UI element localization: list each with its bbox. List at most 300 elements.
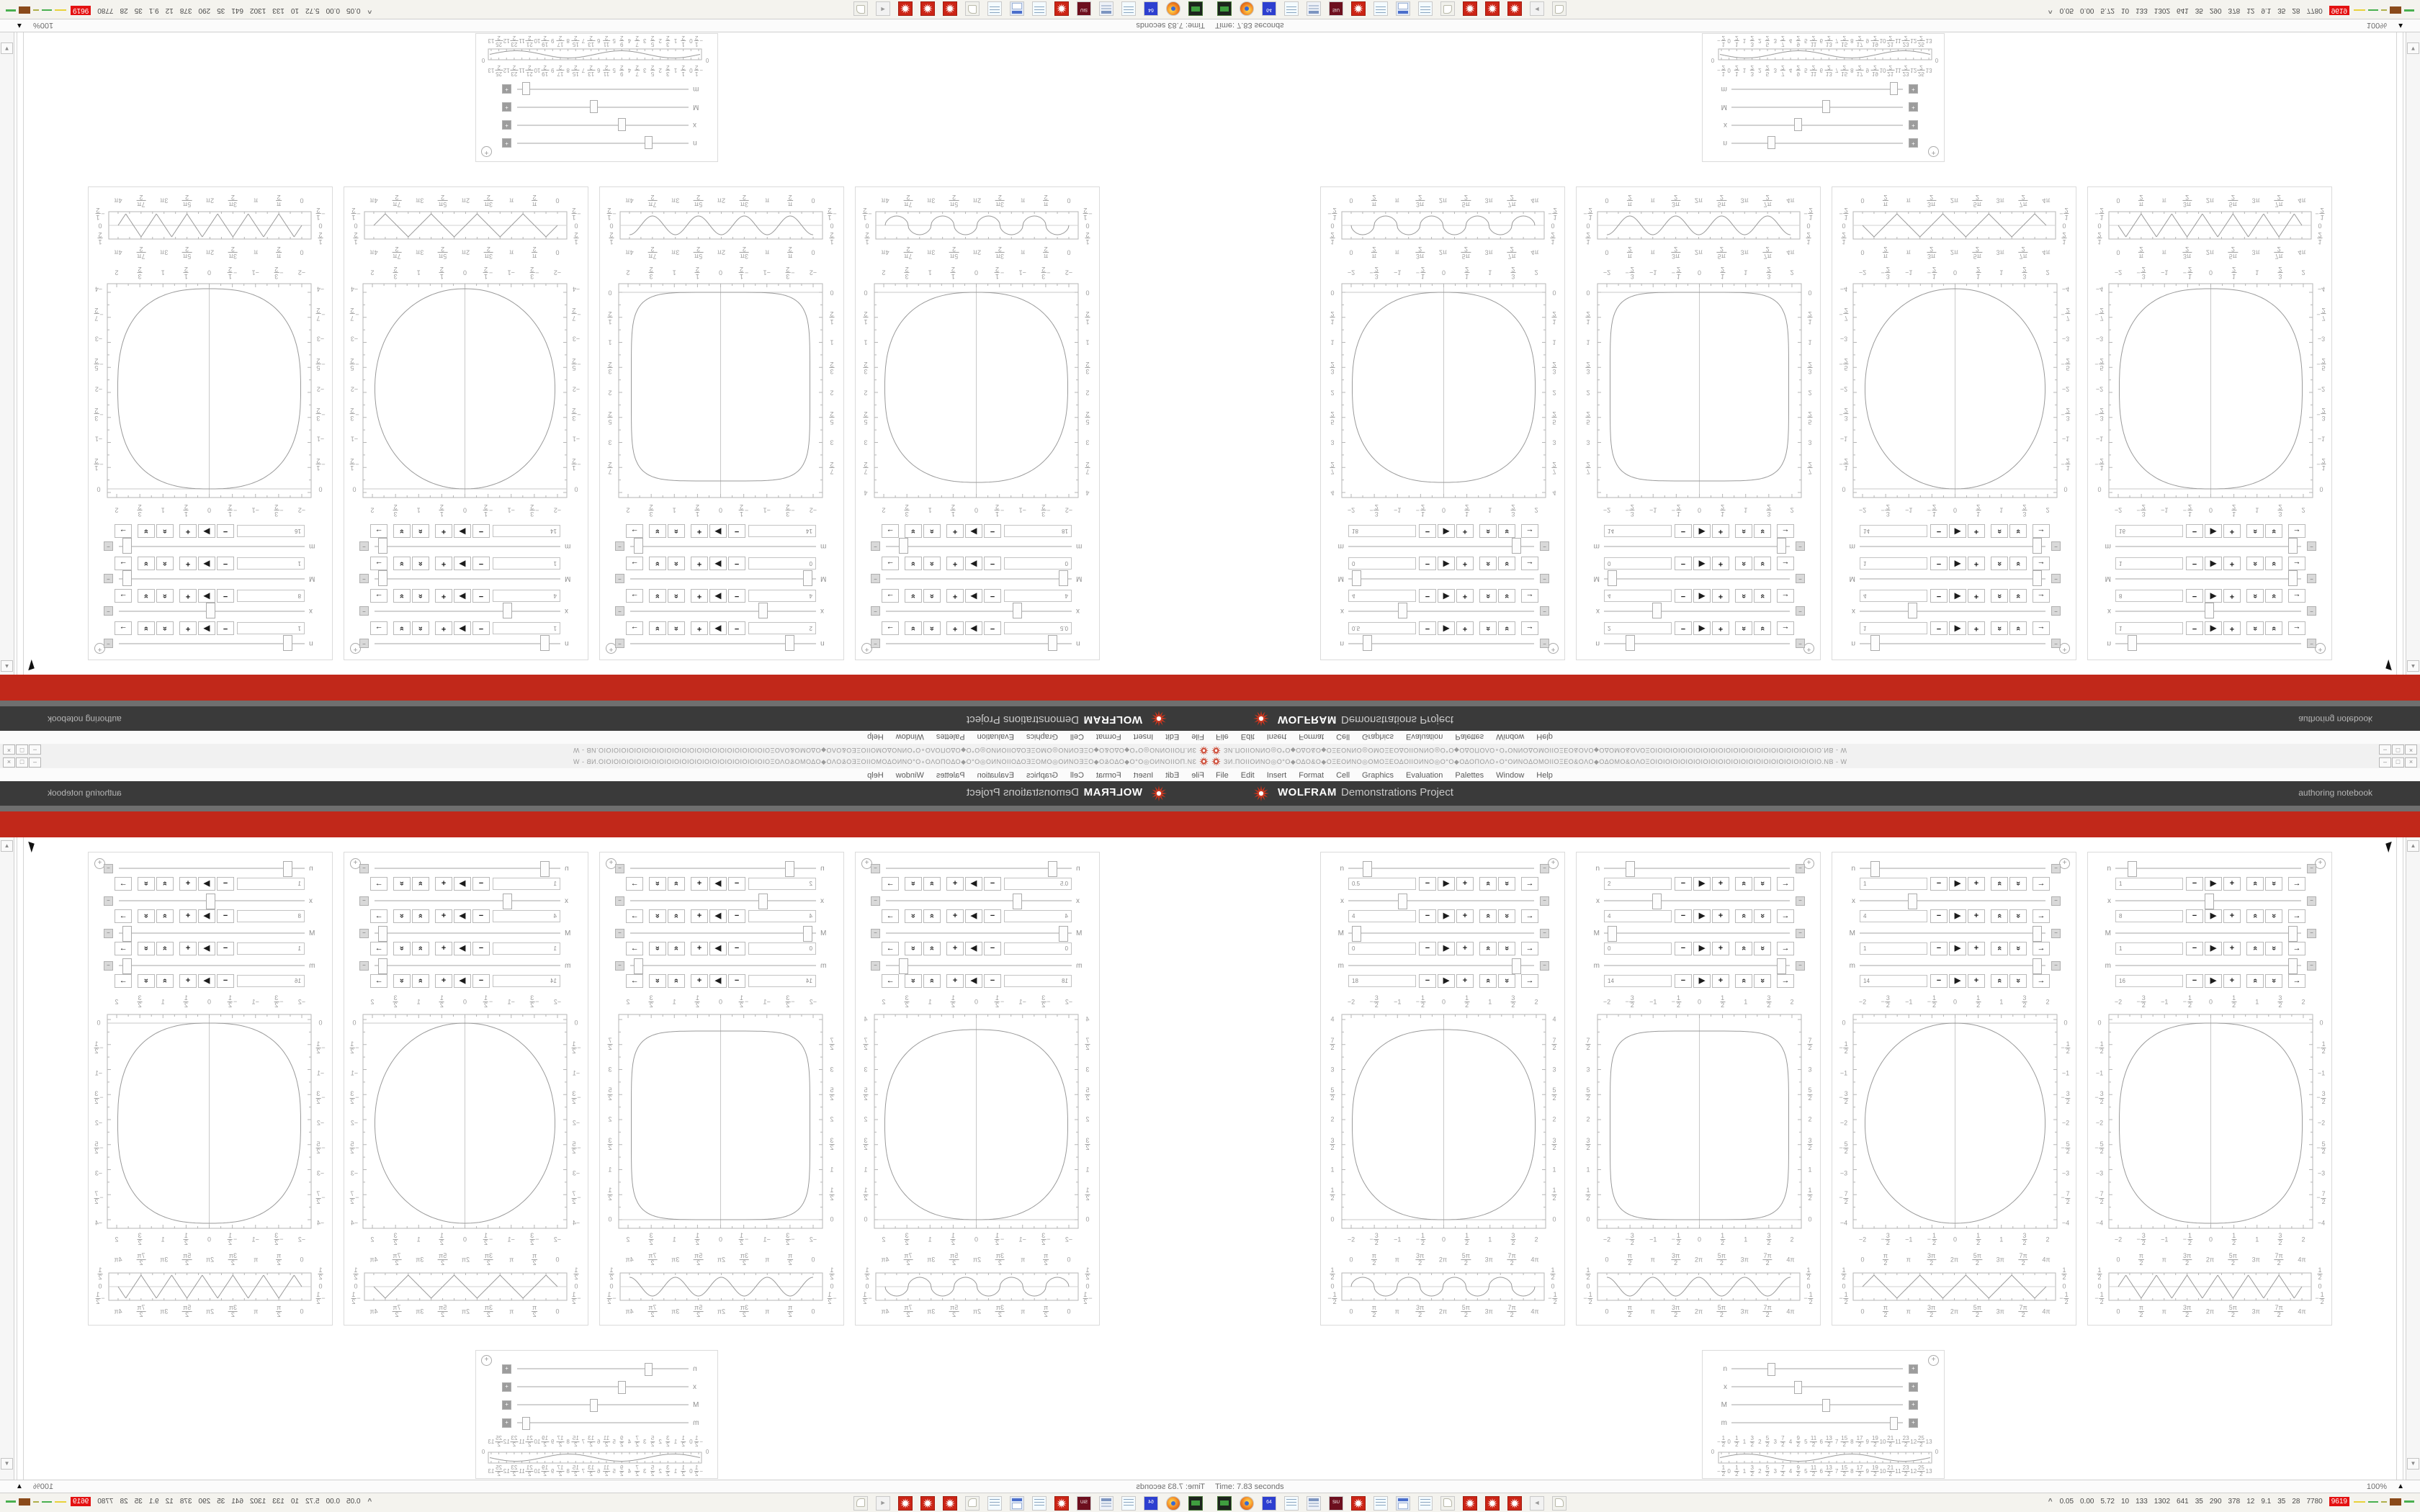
slower-button[interactable]: » [1498,621,1515,635]
step-down-button[interactable]: − [217,909,234,923]
collapse-control-button[interactable]: − [1540,961,1549,971]
direction-button[interactable]: → [882,589,899,603]
step-down-button[interactable]: − [1419,589,1436,603]
wolfram-spikey-icon[interactable] [1054,1496,1069,1511]
slower-button[interactable]: » [2265,974,2282,988]
menu-item-evaluation[interactable]: Evaluation [977,732,1014,741]
play-button[interactable]: ▶ [454,524,471,538]
collapse-control-button[interactable]: − [2307,864,2316,873]
step-up-button[interactable]: + [946,557,964,570]
play-button[interactable]: ▶ [454,557,471,570]
direction-button[interactable]: → [370,621,387,635]
step-down-button[interactable]: − [217,589,234,603]
slower-button[interactable]: » [393,557,411,570]
step-up-button[interactable]: + [179,621,197,635]
step-up-button[interactable]: + [1456,974,1474,988]
menu-item-format[interactable]: Format [1095,771,1121,780]
step-down-button[interactable]: − [472,557,490,570]
slower-button[interactable]: » [2265,524,2282,538]
slower-button[interactable]: » [905,942,922,955]
step-up-button[interactable]: + [1968,974,1985,988]
value-input[interactable]: 4 [1348,590,1416,602]
step-down-button[interactable]: − [2186,557,2203,570]
slower-button[interactable]: » [905,621,922,635]
faster-button[interactable]: « [1991,524,2008,538]
direction-button[interactable]: → [1521,621,1538,635]
faster-button[interactable]: « [1479,942,1497,955]
direction-button[interactable]: → [115,589,132,603]
wolfram-spikey-2-icon[interactable] [1463,1496,1477,1511]
direction-button[interactable]: → [2033,974,2050,988]
expand-control-button[interactable]: + [1909,120,1918,130]
direction-button[interactable]: → [2033,524,2050,538]
notepad-icon[interactable] [1284,1,1299,16]
collapse-control-button[interactable]: − [104,541,113,551]
step-up-button[interactable]: + [946,877,964,891]
play-button[interactable]: ▶ [1438,557,1455,570]
collapse-control-button[interactable]: − [2051,864,2061,873]
value-input[interactable]: 0 [1004,942,1072,955]
collapse-control-button[interactable]: − [2307,606,2316,616]
faster-button[interactable]: « [2246,524,2264,538]
menu-item-format[interactable]: Format [1095,732,1121,741]
direction-button[interactable]: → [2288,557,2305,570]
step-up-button[interactable]: + [1968,621,1985,635]
step-up-button[interactable]: + [691,974,708,988]
step-up-button[interactable]: + [1968,589,1985,603]
step-down-button[interactable]: − [2186,909,2203,923]
direction-button[interactable]: → [626,524,643,538]
faster-button[interactable]: « [412,524,429,538]
step-down-button[interactable]: − [1419,524,1436,538]
notes-2-icon[interactable] [987,1496,1002,1511]
slower-button[interactable]: » [649,974,666,988]
minimize-button[interactable]: – [29,757,41,768]
collapse-control-button[interactable]: − [359,606,369,616]
play-button[interactable]: ▶ [1438,942,1455,955]
wolfram-spikey-3-icon[interactable] [920,1,935,16]
window-app-icon[interactable] [1010,1,1024,16]
play-button[interactable]: ▶ [454,942,471,955]
step-down-button[interactable]: − [1675,942,1692,955]
faster-button[interactable]: « [1735,942,1752,955]
faster-button[interactable]: « [668,557,685,570]
step-down-button[interactable]: − [2186,621,2203,635]
faster-button[interactable]: « [412,621,429,635]
direction-button[interactable]: → [1521,877,1538,891]
step-down-button[interactable]: − [2186,589,2203,603]
expand-control-button[interactable]: + [502,120,511,130]
window-app-icon[interactable] [1396,1,1410,16]
wolfram-spikey-4-icon[interactable] [1507,1,1522,16]
direction-button[interactable]: → [1521,524,1538,538]
menu-item-format[interactable]: Format [1299,732,1325,741]
window-app-icon[interactable] [1396,1496,1410,1511]
play-button[interactable]: ▶ [709,621,727,635]
step-down-button[interactable]: − [728,557,745,570]
collapse-control-button[interactable]: − [359,574,369,583]
value-input[interactable]: 16 [2115,975,2183,987]
play-button[interactable]: ▶ [454,877,471,891]
step-up-button[interactable]: + [2223,524,2241,538]
value-input[interactable]: 1 [1860,942,1927,955]
step-down-button[interactable]: − [728,974,745,988]
menu-item-file[interactable]: File [1191,771,1204,780]
play-button[interactable]: ▶ [1693,909,1711,923]
collapse-control-button[interactable]: − [615,864,624,873]
notes-icon[interactable] [1032,1,1047,16]
collapse-control-button[interactable]: − [104,961,113,971]
faster-button[interactable]: « [412,942,429,955]
step-down-button[interactable]: − [217,942,234,955]
play-button[interactable]: ▶ [1949,877,1966,891]
vertical-scrollbar[interactable] [0,32,14,675]
close-button[interactable]: × [3,757,15,768]
calculator-icon[interactable] [1099,1,1113,16]
collapse-control-button[interactable]: − [104,929,113,938]
menu-item-graphics[interactable]: Graphics [1362,732,1394,741]
play-button[interactable]: ▶ [709,909,727,923]
slower-button[interactable]: » [2265,942,2282,955]
menu-item-file[interactable]: File [1216,771,1229,780]
play-button[interactable]: ▶ [1438,974,1455,988]
faster-button[interactable]: « [412,589,429,603]
faster-button[interactable]: « [156,557,174,570]
script-icon[interactable] [1440,1,1455,16]
value-input[interactable]: 2 [748,622,816,634]
direction-button[interactable]: → [1521,589,1538,603]
step-up-button[interactable]: + [691,877,708,891]
collapse-control-button[interactable]: − [871,961,880,971]
direction-button[interactable]: → [1777,621,1794,635]
direction-button[interactable]: → [882,974,899,988]
collapse-control-button[interactable]: − [2307,961,2316,971]
direction-button[interactable]: → [626,877,643,891]
window-titlebar[interactable] [0,743,1210,756]
value-input[interactable]: 0.5 [1348,622,1416,634]
step-up-button[interactable]: + [1712,974,1729,988]
menu-item-evaluation[interactable]: Evaluation [1406,771,1443,780]
value-input[interactable]: 0.5 [1004,622,1072,634]
faster-button[interactable]: « [156,589,174,603]
collapse-control-button[interactable]: − [1796,864,1805,873]
faster-button[interactable]: « [1479,974,1497,988]
slower-button[interactable]: » [1498,557,1515,570]
value-input[interactable]: 0 [1604,557,1672,570]
faster-button[interactable]: « [1735,909,1752,923]
window-titlebar[interactable] [0,756,1210,769]
faster-button[interactable]: « [923,524,941,538]
value-input[interactable]: 1 [237,878,305,890]
faster-button[interactable]: « [1735,621,1752,635]
scroll-up-arrow[interactable]: ▲ [1,660,13,672]
media-player-icon[interactable]: SIU [1077,1496,1091,1511]
step-up-button[interactable]: + [179,557,197,570]
play-button[interactable]: ▶ [709,589,727,603]
collapse-control-button[interactable]: − [104,896,113,906]
value-input[interactable]: 1 [493,878,560,890]
slower-button[interactable]: » [393,974,411,988]
step-up-button[interactable]: + [1456,557,1474,570]
direction-button[interactable]: → [1521,557,1538,570]
collapse-control-button[interactable]: − [1796,541,1805,551]
collapse-control-button[interactable]: − [615,574,624,583]
faster-button[interactable]: « [668,621,685,635]
collapse-control-button[interactable]: − [2051,639,2061,648]
slower-button[interactable]: » [649,877,666,891]
collapse-control-button[interactable]: − [104,639,113,648]
value-input[interactable]: 1 [2115,942,2183,955]
direction-button[interactable]: → [2288,877,2305,891]
menu-item-insert[interactable]: Insert [1133,732,1154,741]
collapse-control-button[interactable]: − [1540,541,1549,551]
menu-item-cell[interactable]: Cell [1070,771,1084,780]
calculator-icon[interactable] [1099,1496,1113,1511]
expand-control-button[interactable]: + [1909,138,1918,148]
slower-button[interactable]: » [393,942,411,955]
step-down-button[interactable]: − [1675,974,1692,988]
slower-button[interactable]: » [2009,974,2027,988]
collapse-control-button[interactable]: − [871,929,880,938]
play-button[interactable]: ▶ [1949,909,1966,923]
play-button[interactable]: ▶ [965,589,982,603]
value-input[interactable]: 14 [1604,525,1672,537]
value-input[interactable]: 4 [493,590,560,602]
collapse-control-button[interactable]: − [359,864,369,873]
value-input[interactable]: 2 [1604,622,1672,634]
value-input[interactable]: 14 [1604,975,1672,987]
manipulate-menu-button[interactable]: + [861,858,872,869]
slower-button[interactable]: » [393,877,411,891]
wolfram-spikey-2-icon[interactable] [1463,1,1477,16]
menu-item-help[interactable]: Help [867,732,884,741]
expand-control-button[interactable]: + [502,138,511,148]
value-input[interactable]: 14 [493,975,560,987]
zoom-level[interactable]: 100% [2366,1482,2387,1491]
wolfram-spikey-3-icon[interactable] [920,1496,935,1511]
slower-button[interactable]: » [1754,524,1771,538]
menu-item-edit[interactable]: Edit [1165,732,1180,741]
faster-button[interactable]: « [1991,877,2008,891]
step-up-button[interactable]: + [2223,589,2241,603]
value-input[interactable]: 8 [2115,910,2183,922]
expand-control-button[interactable]: + [1909,1364,1918,1374]
play-button[interactable]: ▶ [1693,877,1711,891]
faster-button[interactable]: « [1735,557,1752,570]
play-button[interactable]: ▶ [198,557,215,570]
menu-item-file[interactable]: File [1216,732,1229,741]
menu-item-format[interactable]: Format [1299,771,1325,780]
faster-button[interactable]: « [668,974,685,988]
collapse-control-button[interactable]: − [2307,541,2316,551]
faster-button[interactable]: « [2246,621,2264,635]
minimize-button[interactable]: – [2379,744,2391,755]
floppy-64-icon[interactable]: 64 [1144,1,1158,16]
restore-button[interactable]: □ [2392,744,2404,755]
step-up-button[interactable]: + [691,621,708,635]
direction-button[interactable]: → [626,942,643,955]
faster-button[interactable]: « [156,909,174,923]
step-up-button[interactable]: + [1712,942,1729,955]
manipulate-menu-button[interactable]: + [350,858,361,869]
value-input[interactable]: 0.5 [1004,878,1072,890]
step-down-button[interactable]: − [1930,909,1948,923]
menu-item-window[interactable]: Window [895,732,924,741]
tray-chevron[interactable]: ^ [2048,6,2053,14]
faster-button[interactable]: « [1479,877,1497,891]
step-down-button[interactable]: − [472,621,490,635]
play-button[interactable]: ▶ [198,942,215,955]
slower-button[interactable]: » [1754,942,1771,955]
faster-button[interactable]: « [156,974,174,988]
resize-handle-icon[interactable]: ▲ [16,22,23,30]
value-input[interactable]: 0 [1004,557,1072,570]
step-down-button[interactable]: − [1930,557,1948,570]
step-down-button[interactable]: − [1930,942,1948,955]
step-up-button[interactable]: + [1456,524,1474,538]
floppy-64-icon[interactable]: 64 [1262,1496,1276,1511]
terminal-icon[interactable] [1188,1,1203,16]
menu-item-edit[interactable]: Edit [1240,732,1255,741]
collapse-control-button[interactable]: − [1796,961,1805,971]
step-down-button[interactable]: − [1930,974,1948,988]
step-down-button[interactable]: − [984,524,1001,538]
faster-button[interactable]: « [156,877,174,891]
slower-button[interactable]: » [2009,942,2027,955]
menu-item-help[interactable]: Help [867,771,884,780]
step-down-button[interactable]: − [1675,557,1692,570]
direction-button[interactable]: → [882,524,899,538]
script-icon[interactable] [1440,1496,1455,1511]
faster-button[interactable]: « [668,909,685,923]
step-up-button[interactable]: + [179,974,197,988]
manipulate-menu-button[interactable]: + [2059,643,2070,654]
terminal-icon[interactable] [1188,1496,1203,1511]
faster-button[interactable]: « [923,621,941,635]
collapse-control-button[interactable]: − [871,541,880,551]
wolfram-spikey-3-icon[interactable] [1485,1,1500,16]
collapse-control-button[interactable]: − [615,639,624,648]
slower-button[interactable]: » [649,589,666,603]
direction-button[interactable]: → [1777,974,1794,988]
direction-button[interactable]: → [2288,621,2305,635]
step-up-button[interactable]: + [435,524,452,538]
step-up-button[interactable]: + [435,909,452,923]
direction-button[interactable]: → [115,974,132,988]
script-2-icon[interactable] [1552,1496,1567,1511]
wolfram-spikey-4-icon[interactable] [898,1,913,16]
scroll-down-arrow[interactable]: ▼ [1,42,13,54]
value-input[interactable]: 14 [1860,525,1927,537]
step-up-button[interactable]: + [2223,974,2241,988]
window-titlebar[interactable] [1210,756,2420,769]
tray-chevron[interactable]: ^ [367,6,372,14]
menu-item-cell[interactable]: Cell [1336,771,1350,780]
direction-button[interactable]: → [626,557,643,570]
value-input[interactable]: 0 [1348,557,1416,570]
faster-button[interactable]: « [668,942,685,955]
collapse-control-button[interactable]: − [615,961,624,971]
faster-button[interactable]: « [923,974,941,988]
step-down-button[interactable]: − [728,942,745,955]
faster-button[interactable]: « [1991,909,2008,923]
step-down-button[interactable]: − [1419,621,1436,635]
value-input[interactable]: 1 [493,557,560,570]
slower-button[interactable]: » [2265,909,2282,923]
play-button[interactable]: ▶ [1438,524,1455,538]
play-button[interactable]: ▶ [1949,589,1966,603]
collapse-control-button[interactable]: − [2307,574,2316,583]
slower-button[interactable]: » [2265,621,2282,635]
slower-button[interactable]: » [1754,589,1771,603]
menu-item-cell[interactable]: Cell [1070,732,1084,741]
value-input[interactable]: 1 [237,942,305,955]
collapse-control-button[interactable]: − [2051,606,2061,616]
collapse-control-button[interactable]: − [1540,864,1549,873]
menu-item-help[interactable]: Help [1536,771,1553,780]
step-up-button[interactable]: + [179,909,197,923]
slower-button[interactable]: » [1754,974,1771,988]
direction-button[interactable]: → [370,524,387,538]
menu-item-file[interactable]: File [1191,732,1204,741]
direction-button[interactable]: → [2033,909,2050,923]
step-down-button[interactable]: − [728,621,745,635]
script-2-icon[interactable] [853,1,868,16]
step-up-button[interactable]: + [691,524,708,538]
direction-button[interactable]: → [882,877,899,891]
step-up-button[interactable]: + [179,942,197,955]
notes-2-icon[interactable] [1418,1,1433,16]
play-button[interactable]: ▶ [965,877,982,891]
value-input[interactable]: 1 [237,622,305,634]
value-input[interactable]: 16 [237,525,305,537]
collapse-control-button[interactable]: − [1540,639,1549,648]
manipulate-menu-button[interactable]: + [94,643,105,654]
manipulate-menu-button[interactable]: + [1548,643,1559,654]
expand-control-button[interactable]: + [1909,102,1918,112]
step-down-button[interactable]: − [984,877,1001,891]
scroll-up-arrow[interactable]: ▲ [2407,840,2419,852]
value-input[interactable]: 8 [237,590,305,602]
play-button[interactable]: ▶ [1438,621,1455,635]
step-up-button[interactable]: + [1712,524,1729,538]
step-down-button[interactable]: − [1675,589,1692,603]
step-up-button[interactable]: + [1968,877,1985,891]
step-up-button[interactable]: + [946,909,964,923]
restore-button[interactable]: □ [2392,757,2404,768]
step-up-button[interactable]: + [2223,557,2241,570]
step-down-button[interactable]: − [2186,942,2203,955]
expand-control-button[interactable]: + [502,84,511,94]
faster-button[interactable]: « [1735,877,1752,891]
step-up-button[interactable]: + [1968,942,1985,955]
value-input[interactable]: 1 [493,622,560,634]
play-button[interactable]: ▶ [2205,621,2222,635]
collapse-control-button[interactable]: − [359,541,369,551]
step-down-button[interactable]: − [2186,974,2203,988]
play-button[interactable]: ▶ [2205,942,2222,955]
vertical-scrollbar[interactable] [2406,32,2420,675]
value-input[interactable]: 2 [1604,878,1672,890]
slower-button[interactable]: » [649,621,666,635]
step-down-button[interactable]: − [1419,909,1436,923]
step-up-button[interactable]: + [435,974,452,988]
notes-2-icon[interactable] [987,1,1002,16]
scroll-down-arrow[interactable]: ▼ [2407,42,2419,54]
slower-button[interactable]: » [2009,589,2027,603]
menu-item-palettes[interactable]: Palettes [1455,771,1484,780]
direction-button[interactable]: → [2288,942,2305,955]
